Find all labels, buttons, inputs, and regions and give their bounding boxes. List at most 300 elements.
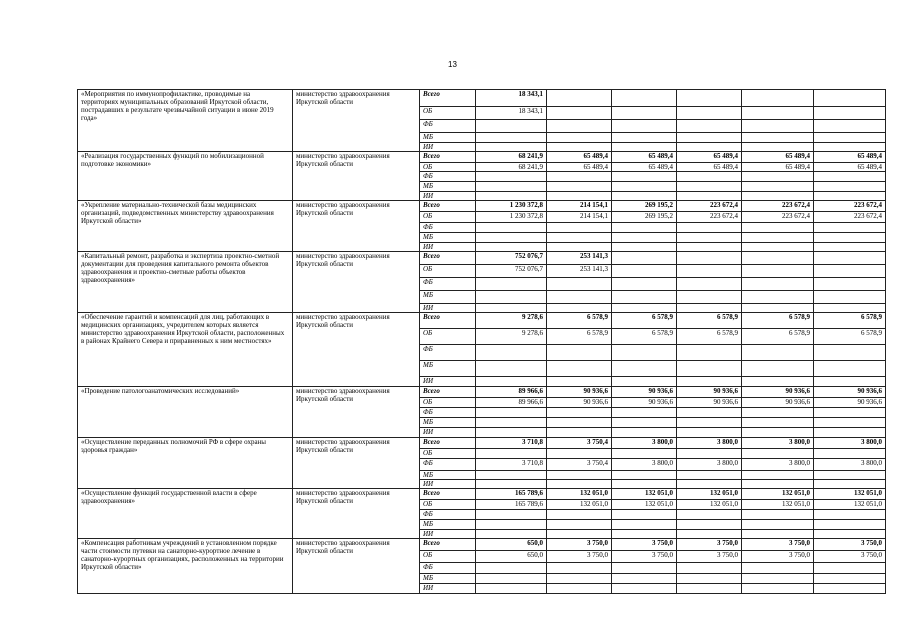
amount-cell	[814, 143, 886, 152]
amount-cell: 18 343,1	[476, 107, 547, 120]
amount-cell	[612, 520, 677, 530]
amount-cell	[814, 107, 886, 120]
funding-source-label: МБ	[420, 182, 476, 192]
amount-cell	[742, 252, 814, 265]
amount-cell	[476, 278, 547, 291]
amount-cell	[547, 143, 612, 152]
amount-cell	[547, 223, 612, 233]
amount-cell	[677, 265, 742, 278]
amount-cell: 3 800,0	[814, 438, 886, 449]
amount-cell	[677, 418, 742, 428]
funding-source-label: Всего	[420, 252, 476, 265]
amount-cell	[677, 563, 742, 574]
table-row	[78, 201, 886, 212]
funding-source-label: ОБ	[420, 212, 476, 223]
amount-cell: 3 800,0	[612, 459, 677, 471]
amount-cell	[612, 172, 677, 182]
amount-cell	[547, 90, 612, 107]
amount-cell	[547, 172, 612, 182]
funding-source-label: ИИ	[420, 377, 476, 387]
amount-cell	[547, 377, 612, 387]
amount-cell: 65 489,4	[612, 152, 677, 163]
amount-cell	[612, 361, 677, 377]
amount-cell	[547, 192, 612, 201]
amount-cell	[742, 584, 814, 594]
amount-cell	[547, 120, 612, 133]
amount-cell	[677, 192, 742, 201]
amount-cell: 6 578,9	[547, 313, 612, 329]
amount-cell	[742, 377, 814, 387]
measure-name: «Капитальный ремонт, разработка и экспертиза проектно-сметной документации для проведения капитального ремонта объектов здравоохранения и проектно-сметные работы объектов здравоохранения»	[78, 252, 293, 313]
amount-cell	[476, 471, 547, 480]
amount-cell	[814, 291, 886, 304]
amount-cell	[742, 530, 814, 539]
amount-cell	[677, 143, 742, 152]
responsible-org: министерство здравоохранения Иркутской области	[293, 438, 420, 489]
amount-cell	[814, 304, 886, 313]
funding-source-label: ФБ	[420, 345, 476, 361]
amount-cell	[814, 361, 886, 377]
amount-cell: 6 578,9	[547, 329, 612, 345]
amount-cell	[612, 90, 677, 107]
funding-source-label: Всего	[420, 313, 476, 329]
amount-cell	[814, 563, 886, 574]
amount-cell	[612, 428, 677, 438]
responsible-org: министерство здравоохранения Иркутской области	[293, 152, 420, 201]
page-number: 13	[448, 60, 457, 69]
amount-cell: 3 800,0	[677, 438, 742, 449]
amount-cell	[547, 233, 612, 243]
amount-cell	[677, 278, 742, 291]
amount-cell: 223 672,4	[677, 201, 742, 212]
amount-cell	[677, 133, 742, 143]
table-row	[78, 313, 886, 329]
amount-cell	[814, 345, 886, 361]
responsible-org: министерство здравоохранения Иркутской области	[293, 539, 420, 594]
amount-cell	[476, 418, 547, 428]
measure-name: «Укрепление материально-технической базы медицинских организаций, подведомственных министерству здравоохранения Иркутской области»	[78, 201, 293, 252]
amount-cell	[742, 304, 814, 313]
funding-source-label: Всего	[420, 438, 476, 449]
amount-cell: 90 936,6	[677, 398, 742, 408]
amount-cell: 89 966,6	[476, 387, 547, 398]
amount-cell: 3 750,0	[814, 551, 886, 563]
amount-cell	[476, 243, 547, 252]
amount-cell	[742, 510, 814, 520]
amount-cell	[476, 530, 547, 539]
amount-cell	[612, 418, 677, 428]
amount-cell	[814, 520, 886, 530]
amount-cell	[742, 90, 814, 107]
amount-cell	[814, 584, 886, 594]
amount-cell: 90 936,6	[612, 387, 677, 398]
amount-cell: 1 230 372,8	[476, 212, 547, 223]
funding-source-label: ФБ	[420, 223, 476, 233]
amount-cell: 3 750,0	[677, 551, 742, 563]
funding-source-label: МБ	[420, 574, 476, 584]
funding-source-label: Всего	[420, 539, 476, 551]
amount-cell: 752 076,7	[476, 265, 547, 278]
amount-cell	[677, 90, 742, 107]
amount-cell	[612, 182, 677, 192]
amount-cell	[547, 563, 612, 574]
amount-cell	[612, 243, 677, 252]
responsible-org: министерство здравоохранения Иркутской области	[293, 90, 420, 152]
funding-source-label: МБ	[420, 471, 476, 480]
amount-cell: 132 051,0	[677, 489, 742, 500]
amount-cell	[742, 143, 814, 152]
amount-cell: 90 936,6	[814, 387, 886, 398]
amount-cell	[742, 172, 814, 182]
measure-name: «Компенсация работникам учреждений в установленном порядке части стоимости путевки на санаторно-курортное лечение в санаторно-курортных организациях, расположенных на территории Иркутской области»	[78, 539, 293, 594]
funding-source-label: ОБ	[420, 500, 476, 510]
amount-cell	[814, 377, 886, 387]
amount-cell	[476, 510, 547, 520]
amount-cell	[547, 107, 612, 120]
amount-cell	[742, 345, 814, 361]
amount-cell	[547, 428, 612, 438]
amount-cell	[814, 243, 886, 252]
amount-cell	[677, 120, 742, 133]
funding-source-label: ИИ	[420, 584, 476, 594]
funding-source-label: ИИ	[420, 530, 476, 539]
measure-name: «Реализация государственных функций по мобилизационной подготовке экономики»	[78, 152, 293, 201]
amount-cell: 165 789,6	[476, 489, 547, 500]
funding-source-label: ИИ	[420, 428, 476, 438]
amount-cell	[476, 428, 547, 438]
amount-cell	[612, 510, 677, 520]
funding-source-label: ОБ	[420, 265, 476, 278]
table-row	[78, 438, 886, 449]
amount-cell	[677, 182, 742, 192]
amount-cell	[677, 530, 742, 539]
amount-cell: 6 578,9	[677, 329, 742, 345]
amount-cell	[476, 574, 547, 584]
amount-cell	[547, 243, 612, 252]
amount-cell: 253 141,3	[547, 265, 612, 278]
funding-source-label: ФБ	[420, 459, 476, 471]
funding-source-label: МБ	[420, 233, 476, 243]
amount-cell	[547, 510, 612, 520]
funding-source-label: Всего	[420, 201, 476, 212]
responsible-org: министерство здравоохранения Иркутской области	[293, 252, 420, 313]
amount-cell: 90 936,6	[814, 398, 886, 408]
funding-source-label: ИИ	[420, 480, 476, 489]
amount-cell	[814, 182, 886, 192]
amount-cell	[547, 361, 612, 377]
funding-source-label: ФБ	[420, 408, 476, 418]
funding-source-label: МБ	[420, 418, 476, 428]
amount-cell	[742, 192, 814, 201]
amount-cell	[476, 584, 547, 594]
amount-cell	[612, 107, 677, 120]
amount-cell	[612, 574, 677, 584]
amount-cell	[814, 133, 886, 143]
amount-cell	[476, 304, 547, 313]
amount-cell: 3 800,0	[742, 438, 814, 449]
amount-cell	[677, 449, 742, 459]
amount-cell	[814, 574, 886, 584]
amount-cell: 269 195,2	[612, 201, 677, 212]
amount-cell	[814, 278, 886, 291]
amount-cell: 90 936,6	[742, 387, 814, 398]
amount-cell	[612, 584, 677, 594]
amount-cell: 132 051,0	[814, 500, 886, 510]
table-row	[78, 90, 886, 107]
amount-cell	[547, 408, 612, 418]
amount-cell: 223 672,4	[814, 212, 886, 223]
funding-source-label: ИИ	[420, 243, 476, 252]
funding-source-label: ОБ	[420, 551, 476, 563]
funding-source-label: МБ	[420, 133, 476, 143]
amount-cell	[547, 480, 612, 489]
amount-cell: 132 051,0	[742, 500, 814, 510]
amount-cell: 3 710,8	[476, 459, 547, 471]
amount-cell: 3 750,0	[814, 539, 886, 551]
funding-source-label: ФБ	[420, 120, 476, 133]
amount-cell: 65 489,4	[547, 152, 612, 163]
amount-cell	[547, 345, 612, 361]
amount-cell	[612, 377, 677, 387]
amount-cell	[742, 574, 814, 584]
amount-cell	[612, 471, 677, 480]
amount-cell	[814, 471, 886, 480]
amount-cell	[476, 361, 547, 377]
funding-source-label: ОБ	[420, 398, 476, 408]
amount-cell	[742, 233, 814, 243]
amount-cell	[677, 428, 742, 438]
funding-source-label: Всего	[420, 152, 476, 163]
amount-cell	[612, 304, 677, 313]
amount-cell	[612, 265, 677, 278]
amount-cell: 6 578,9	[612, 313, 677, 329]
funding-source-label: ОБ	[420, 449, 476, 459]
amount-cell	[677, 172, 742, 182]
funding-source-label: ИИ	[420, 192, 476, 201]
amount-cell: 650,0	[476, 539, 547, 551]
amount-cell	[742, 361, 814, 377]
responsible-org: министерство здравоохранения Иркутской области	[293, 201, 420, 252]
amount-cell	[677, 520, 742, 530]
amount-cell	[547, 449, 612, 459]
amount-cell: 6 578,9	[677, 313, 742, 329]
amount-cell: 65 489,4	[547, 163, 612, 172]
amount-cell	[742, 265, 814, 278]
amount-cell	[814, 428, 886, 438]
amount-cell	[814, 120, 886, 133]
amount-cell: 6 578,9	[742, 329, 814, 345]
amount-cell	[814, 172, 886, 182]
amount-cell: 90 936,6	[547, 387, 612, 398]
amount-cell	[612, 192, 677, 201]
amount-cell	[476, 192, 547, 201]
amount-cell	[612, 252, 677, 265]
amount-cell: 65 489,4	[677, 163, 742, 172]
amount-cell: 6 578,9	[612, 329, 677, 345]
amount-cell	[742, 133, 814, 143]
amount-cell: 6 578,9	[814, 329, 886, 345]
amount-cell	[547, 530, 612, 539]
amount-cell	[476, 377, 547, 387]
funding-source-label: ИИ	[420, 143, 476, 152]
amount-cell: 214 154,1	[547, 212, 612, 223]
amount-cell	[814, 530, 886, 539]
amount-cell	[677, 377, 742, 387]
amount-cell: 6 578,9	[814, 313, 886, 329]
amount-cell	[677, 408, 742, 418]
amount-cell	[476, 480, 547, 489]
amount-cell: 68 241,9	[476, 152, 547, 163]
funding-source-label: МБ	[420, 361, 476, 377]
amount-cell: 3 800,0	[742, 459, 814, 471]
funding-source-label: ОБ	[420, 163, 476, 172]
amount-cell	[547, 418, 612, 428]
funding-source-label: Всего	[420, 387, 476, 398]
amount-cell	[677, 233, 742, 243]
amount-cell	[476, 223, 547, 233]
amount-cell: 65 489,4	[612, 163, 677, 172]
amount-cell: 65 489,4	[814, 152, 886, 163]
amount-cell	[814, 90, 886, 107]
amount-cell	[547, 133, 612, 143]
amount-cell: 89 966,6	[476, 398, 547, 408]
amount-cell	[742, 107, 814, 120]
amount-cell: 3 750,0	[612, 539, 677, 551]
amount-cell	[476, 345, 547, 361]
amount-cell: 90 936,6	[677, 387, 742, 398]
amount-cell	[814, 192, 886, 201]
amount-cell: 90 936,6	[612, 398, 677, 408]
amount-cell	[612, 133, 677, 143]
amount-cell	[814, 233, 886, 243]
amount-cell: 3 750,0	[742, 551, 814, 563]
amount-cell: 132 051,0	[742, 489, 814, 500]
amount-cell	[742, 480, 814, 489]
measure-name: «Мероприятия по иммунопрофилактике, проводимые на территориях муниципальных образований Иркутской области, пострадавших в результате чрезвычайной ситуации в июне 2019 года»	[78, 90, 293, 152]
amount-cell	[547, 584, 612, 594]
amount-cell: 9 278,6	[476, 313, 547, 329]
amount-cell: 3 750,4	[547, 459, 612, 471]
amount-cell	[476, 172, 547, 182]
amount-cell	[677, 243, 742, 252]
amount-cell: 223 672,4	[742, 201, 814, 212]
amount-cell	[742, 278, 814, 291]
table-row	[78, 152, 886, 163]
responsible-org: министерство здравоохранения Иркутской области	[293, 313, 420, 387]
amount-cell	[814, 418, 886, 428]
amount-cell: 752 076,7	[476, 252, 547, 265]
amount-cell: 1 230 372,8	[476, 201, 547, 212]
amount-cell	[814, 408, 886, 418]
amount-cell: 223 672,4	[742, 212, 814, 223]
amount-cell	[476, 291, 547, 304]
amount-cell: 223 672,4	[814, 201, 886, 212]
amount-cell: 90 936,6	[742, 398, 814, 408]
funding-source-label: ОБ	[420, 107, 476, 120]
funding-source-label: ФБ	[420, 172, 476, 182]
amount-cell: 3 750,0	[547, 539, 612, 551]
funding-source-label: ОБ	[420, 329, 476, 345]
amount-cell	[742, 471, 814, 480]
amount-cell	[677, 510, 742, 520]
amount-cell	[476, 408, 547, 418]
amount-cell	[677, 252, 742, 265]
amount-cell	[547, 574, 612, 584]
amount-cell: 90 936,6	[547, 398, 612, 408]
amount-cell	[742, 291, 814, 304]
amount-cell	[814, 223, 886, 233]
amount-cell	[476, 182, 547, 192]
amount-cell	[742, 408, 814, 418]
amount-cell	[814, 265, 886, 278]
amount-cell: 132 051,0	[814, 489, 886, 500]
amount-cell	[547, 520, 612, 530]
amount-cell	[677, 584, 742, 594]
amount-cell: 3 750,0	[612, 551, 677, 563]
amount-cell: 65 489,4	[742, 152, 814, 163]
amount-cell: 223 672,4	[677, 212, 742, 223]
amount-cell	[677, 361, 742, 377]
amount-cell	[742, 520, 814, 530]
amount-cell	[742, 182, 814, 192]
amount-cell	[742, 120, 814, 133]
amount-cell	[476, 449, 547, 459]
amount-cell: 132 051,0	[677, 500, 742, 510]
amount-cell: 132 051,0	[547, 489, 612, 500]
amount-cell: 132 051,0	[612, 500, 677, 510]
amount-cell: 3 800,0	[814, 459, 886, 471]
amount-cell	[547, 278, 612, 291]
amount-cell	[547, 291, 612, 304]
amount-cell	[742, 563, 814, 574]
amount-cell	[612, 278, 677, 291]
table-row	[78, 252, 886, 265]
amount-cell	[677, 107, 742, 120]
amount-cell: 3 800,0	[677, 459, 742, 471]
amount-cell	[612, 291, 677, 304]
table-row	[78, 387, 886, 398]
amount-cell	[476, 143, 547, 152]
amount-cell: 9 278,6	[476, 329, 547, 345]
amount-cell	[742, 428, 814, 438]
amount-cell	[677, 471, 742, 480]
amount-cell	[476, 133, 547, 143]
amount-cell	[476, 520, 547, 530]
amount-cell	[742, 449, 814, 459]
amount-cell	[677, 480, 742, 489]
amount-cell	[814, 480, 886, 489]
budget-table	[77, 89, 886, 594]
amount-cell	[547, 182, 612, 192]
amount-cell	[814, 252, 886, 265]
responsible-org: министерство здравоохранения Иркутской области	[293, 489, 420, 539]
amount-cell	[677, 574, 742, 584]
amount-cell	[476, 563, 547, 574]
amount-cell	[476, 233, 547, 243]
funding-source-label: МБ	[420, 520, 476, 530]
amount-cell: 3 750,0	[677, 539, 742, 551]
funding-source-label: ФБ	[420, 510, 476, 520]
budget-table-body	[78, 90, 886, 594]
amount-cell: 68 241,9	[476, 163, 547, 172]
measure-name: «Обеспечение гарантий и компенсаций для лиц, работающих в медицинских организациях, учредителем которых является министерство здравоохранения Иркутской области, расположенных в районах Крайнего Севера и приравненных к ним местностях»	[78, 313, 293, 387]
amount-cell	[612, 563, 677, 574]
amount-cell	[814, 449, 886, 459]
amount-cell: 132 051,0	[612, 489, 677, 500]
amount-cell: 269 195,2	[612, 212, 677, 223]
amount-cell	[677, 345, 742, 361]
funding-source-label: Всего	[420, 489, 476, 500]
